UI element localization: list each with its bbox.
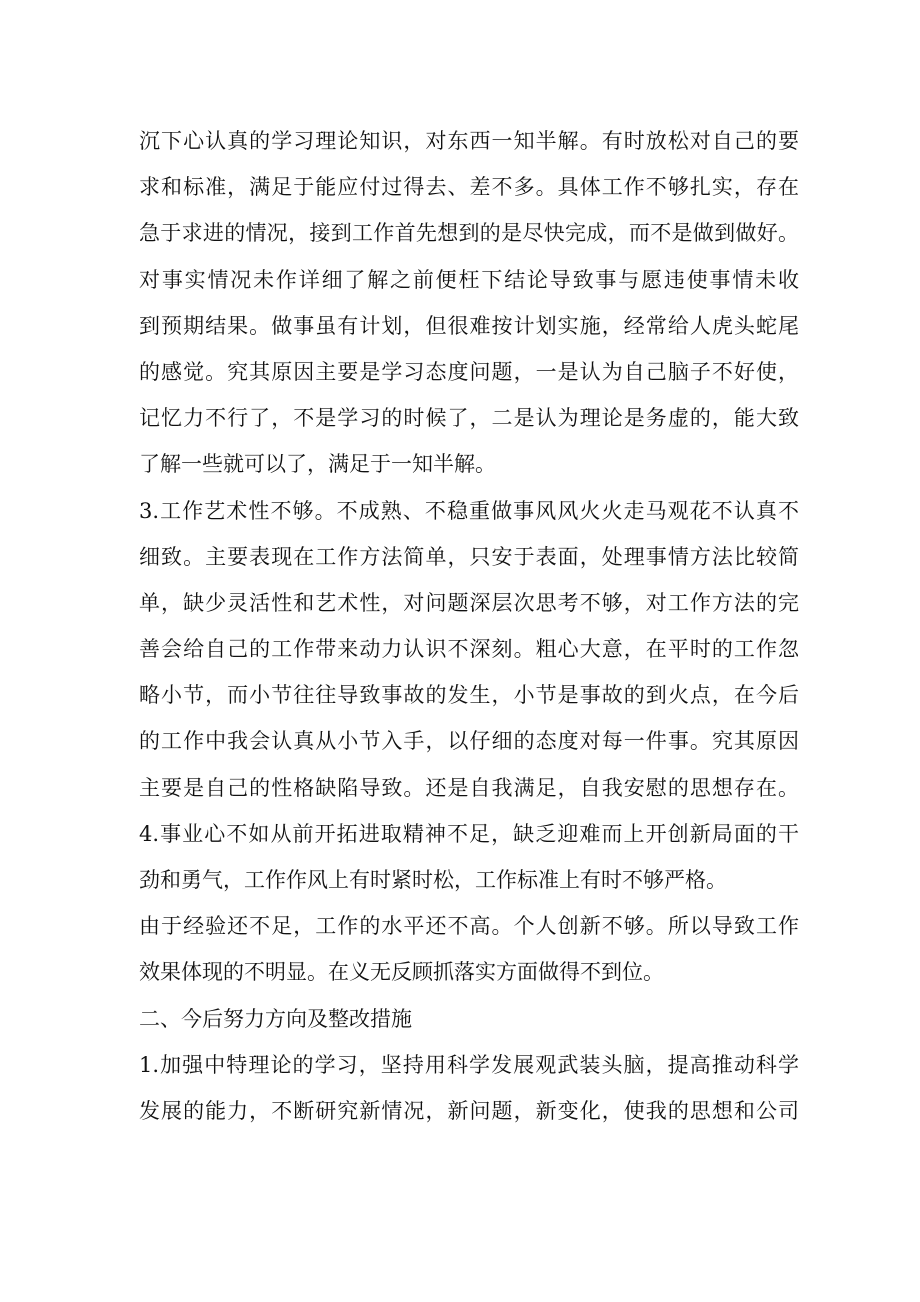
text-line: 4.事业心不如从前开拓进取精神不足，缺乏迎难而上开创新局面的干 [139, 821, 799, 846]
text-line: 1.加强中特理论的学习，坚持用科学发展观武装头脑，提高推动科学 [139, 1052, 799, 1077]
text-line: 求和标准，满足于能应付过得去、差不多。具体工作不够扎实，存在 [139, 175, 799, 200]
text-line: 劲和勇气，工作作风上有时紧时松，工作标准上有时不够严格。 [139, 868, 727, 892]
text-line: 效果体现的不明显。在义无反顾抓落实方面做得不到位。 [139, 960, 664, 985]
section-heading: 二、今后努力方向及整改措施 [139, 1006, 412, 1031]
text-line: 略小节，而小节往往导致事故的发生，小节是事故的到火点，在今后 [139, 683, 799, 708]
text-line: 的感觉。究其原因主要是学习态度问题，一是认为自己脑子不好使， [139, 359, 799, 384]
text-line: 对事实情况未作详细了解之前便枉下结论导致事与愿违使事情未收 [139, 267, 799, 292]
text-line: 单，缺少灵活性和艺术性，对问题深层次思考不够，对工作方法的完 [139, 590, 799, 615]
text-line: 了解一些就可以了，满足于一知半解。 [139, 452, 496, 477]
text-line: 由于经验还不足，工作的水平还不高。个人创新不够。所以导致工作 [139, 914, 799, 939]
text-line: 的工作中我会认真从小节入手，以仔细的态度对每一件事。究其原因 [139, 729, 799, 754]
text-line: 发展的能力，不断研究新情况，新问题，新变化，使我的思想和公司 [139, 1098, 799, 1123]
text-line: 到预期结果。做事虽有计划，但很难按计划实施，经常给人虎头蛇尾 [139, 313, 799, 338]
document-body [139, 118, 799, 1134]
text-line: 主要是自己的性格缺陷导致。还是自我满足，自我安慰的思想存在。 [139, 775, 799, 800]
text-line: 记忆力不行了，不是学习的时候了，二是认为理论是务虚的，能大致 [139, 406, 799, 431]
text-line: 3.工作艺术性不够。不成熟、不稳重做事风风火火走马观花不认真不 [139, 498, 799, 523]
text-line: 善会给自己的工作带来动力认识不深刻。粗心大意，在平时的工作忽 [139, 637, 799, 662]
text-line: 细致。主要表现在工作方法简单，只安于表面，处理事情方法比较简 [139, 544, 799, 569]
text-line: 急于求进的情况，接到工作首先想到的是尽快完成，而不是做到做好。 [139, 221, 799, 246]
text-line: 沉下心认真的学习理论知识，对东西一知半解。有时放松对自己的要 [139, 129, 799, 153]
